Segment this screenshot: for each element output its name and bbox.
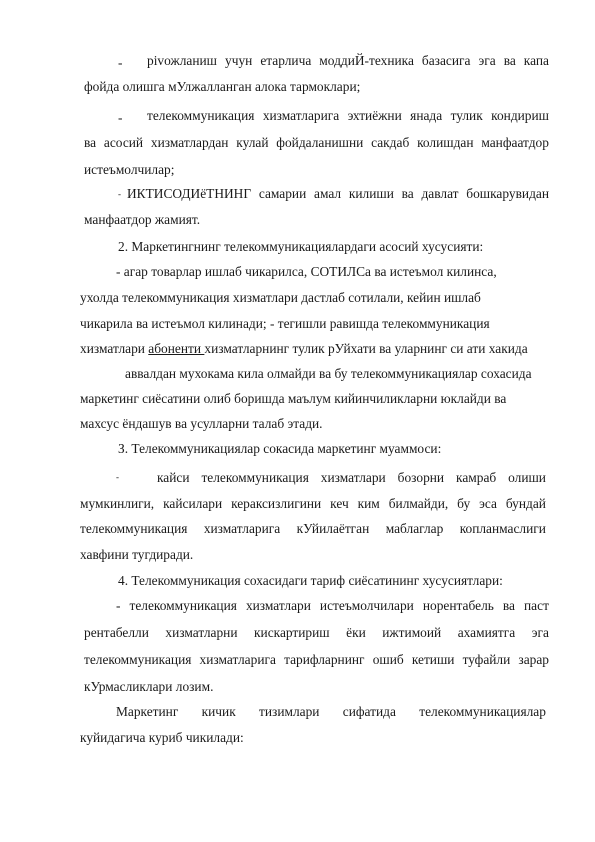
word: хизматлари xyxy=(245,598,311,613)
word: фойдаланишни xyxy=(276,135,364,150)
word: кетиши xyxy=(411,652,455,667)
word: эга xyxy=(478,53,496,68)
paragraph-line xyxy=(147,53,549,69)
paragraph-line: манфаатдор жамият. xyxy=(84,212,201,227)
paragraph-line xyxy=(116,598,549,614)
word: туфайли xyxy=(462,652,511,667)
word: амал xyxy=(314,186,342,201)
paragraph-line: чикарила ва истеъмол килинади; - тегишли равишда телекоммуникация xyxy=(80,316,490,331)
section-heading: 4. Телекоммуникация сохасидаги тариф сиёсатининг хусусиятлари: xyxy=(118,573,503,588)
word: давлат xyxy=(421,186,459,201)
word: паст xyxy=(524,598,549,613)
word: телекоммуникация xyxy=(129,598,237,613)
paragraph-line xyxy=(84,625,549,641)
bullet-dash: - xyxy=(118,55,123,70)
word: эса xyxy=(479,496,497,511)
paragraph-line: истеъмолчилар; xyxy=(84,162,175,177)
word: колишдан xyxy=(417,135,474,150)
word: камраб xyxy=(456,470,497,485)
word: истеъмолчилари xyxy=(319,598,414,613)
word: кайсилари xyxy=(163,496,223,511)
paragraph-line: маркетинг сиёсатини олиб боришда маълум кийинчиликларни юклайди ва xyxy=(80,391,507,406)
text-run: хизматларнинг тулик рУйхати ва уларнинг си ати хакида xyxy=(204,341,528,356)
word: кондириш xyxy=(491,108,549,123)
paragraph-line xyxy=(147,108,549,124)
word: олиши xyxy=(508,470,546,485)
text-run: хизматлари xyxy=(80,341,149,356)
paragraph-line xyxy=(127,186,549,202)
word: сакдаб xyxy=(371,135,410,150)
paragraph-line xyxy=(80,521,546,537)
word: телекоммуникация xyxy=(147,108,255,123)
word: бозорни xyxy=(397,470,445,485)
paragraph-line xyxy=(84,652,549,668)
word: капа xyxy=(523,53,549,68)
word: копланмаслиги xyxy=(459,521,546,536)
word: тизимлари xyxy=(259,704,320,719)
word: бошкарувидан xyxy=(466,186,549,201)
word: ошиб xyxy=(372,652,404,667)
paragraph-line xyxy=(84,135,549,151)
paragraph-line xyxy=(80,341,528,357)
word: ижтимоий xyxy=(382,625,442,640)
word: бундай xyxy=(505,496,546,511)
word: тарифларнинг xyxy=(284,652,365,667)
paragraph-line: махсус ёндашув ва усулларни талаб этади. xyxy=(80,416,323,431)
word: рентабелли xyxy=(84,625,149,640)
word: ва xyxy=(401,186,414,201)
bullet-dash: - xyxy=(118,189,121,199)
paragraph-line xyxy=(157,470,546,486)
word: кУйилаётган xyxy=(296,521,370,536)
word: кеч xyxy=(330,496,349,511)
word: хизматларига xyxy=(199,652,276,667)
word: хизматларни xyxy=(165,625,238,640)
word: рivожланиш xyxy=(147,53,217,68)
word: янада xyxy=(410,108,443,123)
word: ва xyxy=(502,598,515,613)
word: ИКТИСОДИёТНИНГ xyxy=(127,186,252,201)
paragraph-line xyxy=(80,496,546,512)
word: телекоммуникация xyxy=(80,521,188,536)
word: хизматлари xyxy=(320,470,386,485)
word: телекоммуникация xyxy=(201,470,309,485)
word: ким xyxy=(357,496,380,511)
paragraph-line: куйидагича куриб чикилади: xyxy=(80,730,244,745)
section-heading: 2. Маркетингнинг телекоммуникациялардаги асосий хусусияти: xyxy=(118,239,484,254)
word: - xyxy=(116,598,121,613)
word: самарии xyxy=(258,186,307,201)
paragraph-line: - агар товарлар ишлаб чикарилса, СОТИЛСа ва истеъмол килинса, xyxy=(116,264,497,279)
section-heading: З. Телекоммуникациялар сокасида маркетинг муаммоси: xyxy=(118,441,442,456)
word: хизматларига xyxy=(203,521,281,536)
word: маблаглар xyxy=(385,521,444,536)
word: эга xyxy=(531,625,549,640)
word: кераксизлигини xyxy=(231,496,322,511)
paragraph-line: аввалдан мухокама кила олмайди ва бу телекоммуникациялар сохасида xyxy=(125,366,532,381)
underlined-word: абоненти xyxy=(148,341,205,356)
word: мумкинлиги, xyxy=(80,496,155,511)
paragraph-line xyxy=(116,704,546,720)
word: кичик xyxy=(201,704,236,719)
word: телекоммуникация xyxy=(84,652,192,667)
word: билмайди, xyxy=(388,496,449,511)
word: телекоммуникациялар xyxy=(419,704,546,719)
word: зарар xyxy=(518,652,549,667)
word: кайси xyxy=(157,470,190,485)
paragraph-line: фойда олишга мУлжалланган алока тармоклари; xyxy=(84,79,361,94)
word: ва xyxy=(503,53,516,68)
word: ва xyxy=(84,135,97,150)
word: базасига xyxy=(421,53,471,68)
word: ёки xyxy=(346,625,366,640)
word: хизматларига xyxy=(262,108,340,123)
word: сифатида xyxy=(342,704,396,719)
word: хизматлардан xyxy=(150,135,229,150)
word: тулик xyxy=(450,108,483,123)
word: кулай xyxy=(236,135,269,150)
word: Маркетинг xyxy=(116,704,179,719)
word: норентабель xyxy=(422,598,494,613)
word: ахамиятга xyxy=(457,625,516,640)
bullet-dash: - xyxy=(118,110,123,125)
paragraph-line: хавфини тугдиради. xyxy=(80,547,194,562)
word: асосий xyxy=(103,135,144,150)
bullet-dash: - xyxy=(116,472,119,482)
word: моддиЙ-техника xyxy=(319,53,414,68)
word: бу xyxy=(457,496,471,511)
word: эхтиёжни xyxy=(347,108,402,123)
word: учун xyxy=(225,53,253,68)
word: килиши xyxy=(348,186,394,201)
word: кискартириш xyxy=(254,625,330,640)
word: етарлича xyxy=(260,53,312,68)
word: манфаатдор xyxy=(481,135,549,150)
paragraph-line: кУрмасликлари лозим. xyxy=(84,679,214,694)
paragraph-line: ухолда телекоммуникация хизматлари дастлаб сотилали, кейин ишлаб xyxy=(80,290,481,305)
